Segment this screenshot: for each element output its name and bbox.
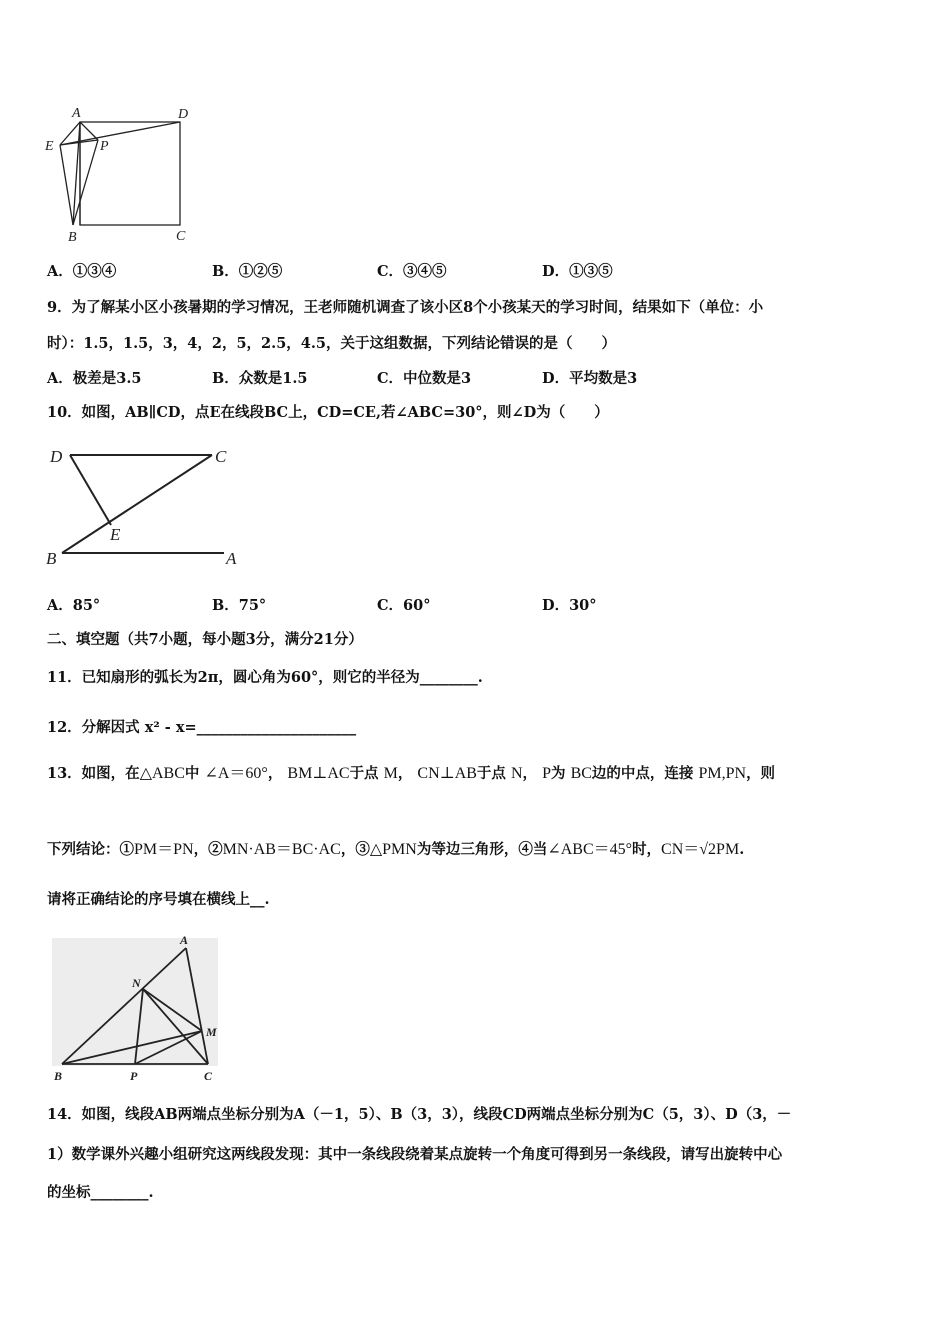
- q13-l1h: 为: [551, 765, 566, 782]
- q10-option-d: D．30°: [542, 597, 597, 614]
- q9-line2: 时）：1.5，1.5，3，4，2，5，2.5，4.5，关于这组数据，下列结论错误的是（ ）: [47, 335, 617, 352]
- q13-l2m2: MN·AB＝BC·AC: [222, 841, 341, 858]
- q11-text: 11．已知扇形的弧长为2π，圆心角为60°，则它的半径为________.: [47, 669, 483, 686]
- q9-option-a: A．极差是3.5: [47, 370, 142, 387]
- q8-option-c: C．③④⑤: [377, 263, 447, 280]
- q13-line2: [47, 836, 744, 859]
- label-m: M: [206, 1025, 217, 1039]
- q8-option-d: D．①③⑤: [542, 263, 613, 280]
- q13-m5: CN⊥AB: [417, 765, 477, 782]
- q9-option-c: C．中位数是3: [377, 370, 472, 387]
- q8-option-b: B．①②⑤: [212, 263, 283, 280]
- figure-q13: [40, 930, 230, 1085]
- q10-option-a: A．85°: [47, 597, 101, 614]
- q13-l2m1: PM＝PN: [134, 841, 194, 858]
- label-a: A: [72, 106, 81, 121]
- label-p: P: [130, 1069, 138, 1083]
- q13-m6: N: [510, 765, 523, 782]
- q13-l2m4: ∠ABC＝45°: [547, 841, 633, 858]
- q14-line3: 的坐标________.: [47, 1184, 154, 1201]
- q10-line1: 10．如图，AB∥CD，点E在线段BC上，CD=CE,若∠ABC=30°，则∠D为（ ）: [47, 404, 609, 421]
- q13-l2d: 为等边三角形，④当: [416, 841, 548, 858]
- label-c: C: [204, 1069, 213, 1083]
- q13-line1: [47, 760, 775, 783]
- q13-l2e: 时，: [632, 841, 662, 858]
- q9-option-d: D．平均数是3: [542, 370, 638, 387]
- q13-line3: 请将正确结论的序号填在横线上__.: [47, 891, 270, 908]
- q13-l1e: ，: [397, 765, 413, 782]
- label-b: B: [54, 1069, 63, 1083]
- label-a: A: [226, 549, 237, 568]
- q13-l1b: 中: [184, 765, 200, 782]
- q13-l1g: ，: [522, 765, 538, 782]
- label-e: E: [45, 139, 54, 154]
- label-b: B: [46, 549, 57, 568]
- label-p: P: [100, 139, 109, 154]
- label-n: N: [132, 976, 141, 990]
- label-c: C: [176, 229, 186, 244]
- q13-m1: △ABC: [139, 765, 185, 782]
- q14-line1: 14．如图，线段AB两端点坐标分别为A（－1，5）、B（3，3），线段CD两端点坐标分别为C（5，3）、D（3，－: [47, 1106, 792, 1123]
- label-d: D: [50, 447, 63, 466]
- q13-l2f: .: [739, 841, 745, 858]
- q13-l2m5: CN＝√2PM: [661, 841, 740, 858]
- q13-m8: BC: [570, 765, 592, 782]
- figure-q8: [40, 100, 200, 245]
- q10-option-c: C．60°: [377, 597, 431, 614]
- q13-l1d: 于点: [349, 765, 379, 782]
- figure-q10: [40, 440, 250, 575]
- section-heading: 二、填空题（共7小题，每小题3分，满分21分）: [47, 631, 363, 648]
- q13-m4: M: [383, 765, 398, 782]
- q13-l2m3: △PMN: [369, 841, 417, 858]
- q13-l2c: ，③: [340, 841, 370, 858]
- q13-l2a: 下列结论：①: [47, 841, 134, 858]
- label-d: D: [178, 107, 189, 122]
- q13-l2b: ，②: [193, 841, 223, 858]
- q9-option-b: B．众数是1.5: [212, 370, 308, 387]
- label-e: E: [110, 525, 121, 544]
- q13-m3: BM⊥AC: [287, 765, 350, 782]
- q13-l1i: 边的中点，连接: [591, 765, 694, 782]
- q13-m9: PM,PN: [698, 765, 747, 782]
- q13-l1f: 于点: [476, 765, 506, 782]
- label-a: A: [180, 933, 189, 947]
- q13-m7: P: [542, 765, 552, 782]
- label-c: C: [215, 447, 227, 466]
- q10-option-b: B．75°: [212, 597, 267, 614]
- q12-text: 12．分解因式 x² - x=______________________: [47, 719, 357, 736]
- q14-line2: 1）数学课外兴趣小组研究这两线段发现：其中一条线段绕着某点旋转一个角度可得到另一条线段，请写出旋转中心: [47, 1146, 783, 1163]
- q13-m2: ∠A＝60°: [204, 765, 268, 782]
- label-b: B: [68, 230, 77, 245]
- q13-l1c: ，: [267, 765, 283, 782]
- q9-line1: 9．为了解某小区小孩暑期的学习情况，王老师随机调查了该小区8个小孩某天的学习时间，结果如下（单位：小: [47, 299, 764, 316]
- q13-l1a: 13．如图，在: [47, 765, 140, 782]
- q13-l1j: ，则: [746, 765, 776, 782]
- q8-option-a: A．①③④: [47, 263, 117, 280]
